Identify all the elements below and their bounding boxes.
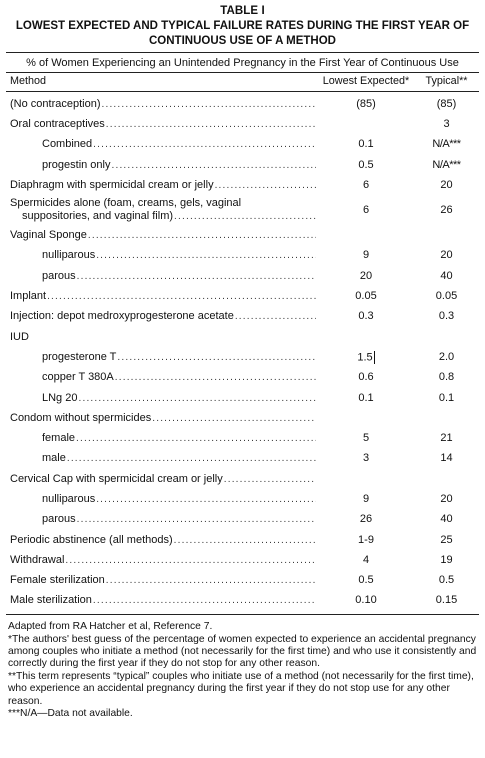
method-label: Vaginal Sponge (10, 229, 87, 242)
column-header-typical: Typical** (425, 75, 468, 87)
method-label: parous (42, 269, 76, 282)
percent-header: % of Women Experiencing an Unintended Pregnancy in the First Year of Continuous Use (26, 57, 459, 69)
typical-value: 0.3 (438, 310, 455, 323)
bottom-rule (6, 614, 479, 615)
lowest-value: 26 (359, 513, 373, 526)
column-header-lowest: Lowest Expected* (322, 75, 410, 87)
table-row (6, 195, 479, 225)
typical-value: 25 (440, 533, 453, 546)
typical-value: N/A*** (432, 138, 461, 151)
method-label: nulliparous (42, 492, 96, 505)
lowest-value: 0.1 (358, 391, 374, 404)
lowest-value: (85) (356, 97, 376, 110)
table-row (6, 135, 479, 155)
typical-value: 0.15 (435, 594, 458, 607)
table-row (6, 347, 479, 367)
method-label: Female sterilization (10, 574, 105, 587)
column-header-row (6, 73, 479, 91)
method-label: Combined (42, 138, 93, 151)
method-label: female (42, 432, 76, 445)
lowest-value: 0.6 (358, 371, 374, 384)
method-label: LNg 20 (42, 391, 78, 404)
method-label: Oral contraceptives (10, 117, 105, 130)
method-label: Periodic abstinence (all methods) (10, 533, 173, 546)
method-label: Diaphragm with spermicidal cream or jelly (10, 178, 214, 191)
lowest-value: 9 (362, 492, 370, 505)
lowest-value: 0.05 (355, 290, 377, 303)
table-row (6, 246, 479, 266)
typical-value: 40 (440, 269, 453, 282)
lowest-value: 3 (362, 452, 370, 465)
table-notes (6, 621, 479, 720)
method-label: parous (42, 513, 76, 526)
table-title: TABLE I (220, 5, 265, 17)
table-row (6, 175, 479, 195)
typical-value: 20 (440, 492, 453, 505)
typical-value: 40 (440, 513, 453, 526)
method-label: Implant (10, 290, 47, 303)
method-label: progestin only (42, 158, 111, 171)
typical-value: 19 (440, 553, 453, 566)
typical-value: N/A*** (432, 158, 461, 171)
typical-value: 0.8 (438, 371, 455, 384)
method-label: Withdrawal (10, 553, 65, 566)
footnote-na: ***N/A—Data not available. (8, 707, 133, 719)
column-header-method: Method (10, 75, 47, 87)
method-label: Injection: depot medroxyprogesterone acetate (10, 310, 234, 323)
lowest-value: 0.3 (358, 310, 374, 323)
method-label: (No contraception) (10, 97, 101, 110)
lowest-value: 6 (362, 203, 370, 216)
method-label: Cervical Cap with spermicidal cream or jelly (10, 472, 223, 485)
table-body (6, 94, 479, 611)
lowest-value: 6 (362, 178, 370, 191)
typical-value: 26 (440, 203, 453, 216)
typical-value: 20 (440, 249, 453, 262)
table-row (6, 428, 479, 448)
table-row (6, 155, 479, 175)
table-row (6, 510, 479, 530)
lowest-value: 1.5 (357, 351, 373, 364)
table-subtitle-line2: CONTINUOUS USE OF A METHOD (149, 35, 336, 47)
method-label: male (42, 452, 66, 465)
table-row (6, 327, 479, 347)
typical-value: 21 (440, 432, 453, 445)
text-cursor (374, 351, 375, 364)
table-row (6, 307, 479, 327)
lowest-value-cell (316, 351, 416, 364)
table-row (6, 530, 479, 550)
lowest-value: 0.1 (358, 138, 374, 151)
table-row (6, 550, 479, 570)
method-label-line1: Spermicides alone (foam, creams, gels, vaginal (10, 197, 242, 210)
lowest-value: 1-9 (358, 533, 374, 546)
typical-value: 20 (440, 178, 453, 191)
typical-value: 3 (443, 117, 450, 130)
typical-value: 0.1 (438, 391, 455, 404)
method-label: IUD (10, 330, 29, 343)
method-label: nulliparous (42, 249, 96, 262)
lowest-value: 0.5 (358, 158, 374, 171)
typical-value: (85) (436, 97, 457, 110)
source-note: Adapted from RA Hatcher et al, Reference 7. (8, 621, 213, 633)
table-row (6, 266, 479, 286)
method-label: Condom without spermicides (10, 411, 152, 424)
table-row (6, 571, 479, 591)
typical-value: 14 (440, 452, 453, 465)
table-row (6, 286, 479, 306)
table-row (6, 114, 479, 134)
table-row (6, 388, 479, 408)
table-row (6, 591, 479, 611)
table-subtitle-line1: LOWEST EXPECTED AND TYPICAL FAILURE RATES DURING THE FIRST YEAR OF (15, 20, 470, 32)
table-row (6, 408, 479, 428)
lowest-value: 9 (362, 249, 370, 262)
lowest-value: 4 (362, 553, 370, 566)
footnote-lowest-expected: *The authors' best guess of the percentage of women expected to experience an accidental pregnancy among couples who initiate a method (not necessarily for the first time) and who use it consistently and correctly during the first year if they do not stop for any other reason. (8, 633, 477, 670)
footnote-typical: **This term represents “typical” couples who initiate use of a method (not necessarily for the first time), who experience an accidental pregnancy during the first year if they do not stop use for any other reason. (8, 670, 474, 707)
typical-value: 0.05 (435, 290, 458, 303)
lowest-value: 0.10 (355, 594, 377, 607)
lowest-value: 5 (362, 432, 370, 445)
method-label-line2: suppositories, and vaginal film) (22, 210, 174, 223)
table-row (6, 94, 479, 114)
table-row (6, 469, 479, 489)
table-row (6, 449, 479, 469)
table-row (6, 225, 479, 245)
method-label: copper T 380A (42, 371, 114, 384)
method-label: progesterone T (42, 350, 117, 363)
table-row (6, 489, 479, 509)
typical-value: 0.5 (438, 574, 455, 587)
table-row (6, 368, 479, 388)
header-rule (6, 91, 479, 92)
lowest-value: 20 (359, 269, 373, 282)
lowest-value: 0.5 (358, 574, 374, 587)
method-label: Male sterilization (10, 594, 92, 607)
typical-value: 2.0 (438, 350, 455, 363)
